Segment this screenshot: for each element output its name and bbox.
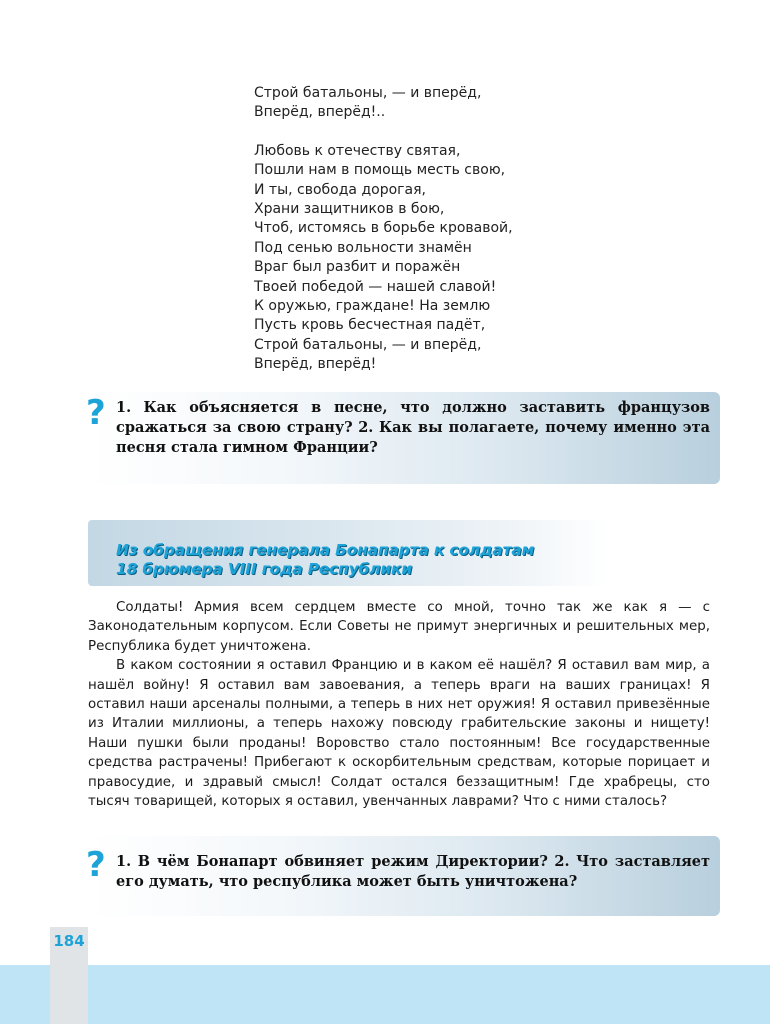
poem-line: Под сенью вольности знамён xyxy=(254,239,472,256)
question-number: 2. xyxy=(358,419,374,436)
question-part: Как вы полагаете, почему именно эта песня стала гимном Франции? xyxy=(116,419,711,456)
question-part: Как объясняется в песне, что должно заставить французов сражаться за свою страну? xyxy=(116,399,711,436)
source-title-line1: Из обращения генерала Бонапарта к солдатам xyxy=(116,541,535,559)
footer-band xyxy=(0,965,770,1024)
question-number: 1. xyxy=(116,853,132,870)
poem-line: Вперёд, вперёд! xyxy=(254,356,377,373)
poem-line: Вперёд, вперёд!.. xyxy=(254,104,386,121)
poem-line: Храни защитников в бою, xyxy=(254,201,445,218)
question-mark-icon: ? xyxy=(86,393,106,433)
question-mark-icon: ? xyxy=(86,845,106,885)
question-number: 1. xyxy=(116,399,132,416)
question-part: В чём Бонапарт обвиняет режим Директории? xyxy=(137,853,548,870)
page-number: 184 xyxy=(53,932,85,950)
poem-line: Строй батальоны, — и вперёд, xyxy=(254,85,482,101)
poem-line: Враг был разбит и поражён xyxy=(254,259,461,276)
question-text xyxy=(116,398,710,458)
poem-line: Строй батальоны, — и вперёд, xyxy=(254,336,482,353)
question-text xyxy=(116,852,710,892)
stanza-gap xyxy=(254,123,554,142)
poem-line: Твоей победой — нашей славой! xyxy=(254,278,497,295)
source-title-line2: 18 брюмера VIII года Республики xyxy=(116,560,412,578)
poem-line: К оружью, граждане! На землю xyxy=(254,298,491,315)
source-body xyxy=(88,598,710,811)
poem-line: Пусть кровь бесчестная падёт, xyxy=(254,317,486,334)
poem-line: Любовь к отечеству святая, xyxy=(254,142,461,159)
source-paragraph: В каком состоянии я оставил Францию и в каком её нашёл? Я оставил вам мир, а нашёл войну! Я оставил вам завоевания, а теперь враги на ваших границах! Я оставил наши арсеналы полными, а теперь в них нет оружия! Я оставил привезённые из Италии миллионы, а теперь нахожу повсюду грабительские законы и нищету! Наши пушки были проданы! Воровство стало постоянным! Все государственные средства растрачены! Прибегают к оскорбительным средствам, которые порицает и правосудие, и здравый смысл! Солдат остался беззащитным! Где храбрецы, сто тысяч товарищей, которых я оставил, увенчанных лаврами? Что с ними сталось? xyxy=(88,658,710,810)
question-number: 2. xyxy=(554,853,570,870)
question-part: Что заставляет его думать, что республика может быть уничтожена? xyxy=(116,853,711,890)
poem-line: И ты, свобода дорогая, xyxy=(254,181,426,198)
poem-line: Чтоб, истомясь в борьбе кровавой, xyxy=(254,220,513,237)
poem-line: Пошли нам в помощь месть свою, xyxy=(254,162,506,179)
source-paragraph: Солдаты! Армия всем сердцем вместе со мной, точно так же как я — с Законодательным корпусом. Если Советы не примут энергичных и решительных мер, Республика будет уничтожена. xyxy=(88,600,710,654)
poem xyxy=(254,84,554,375)
